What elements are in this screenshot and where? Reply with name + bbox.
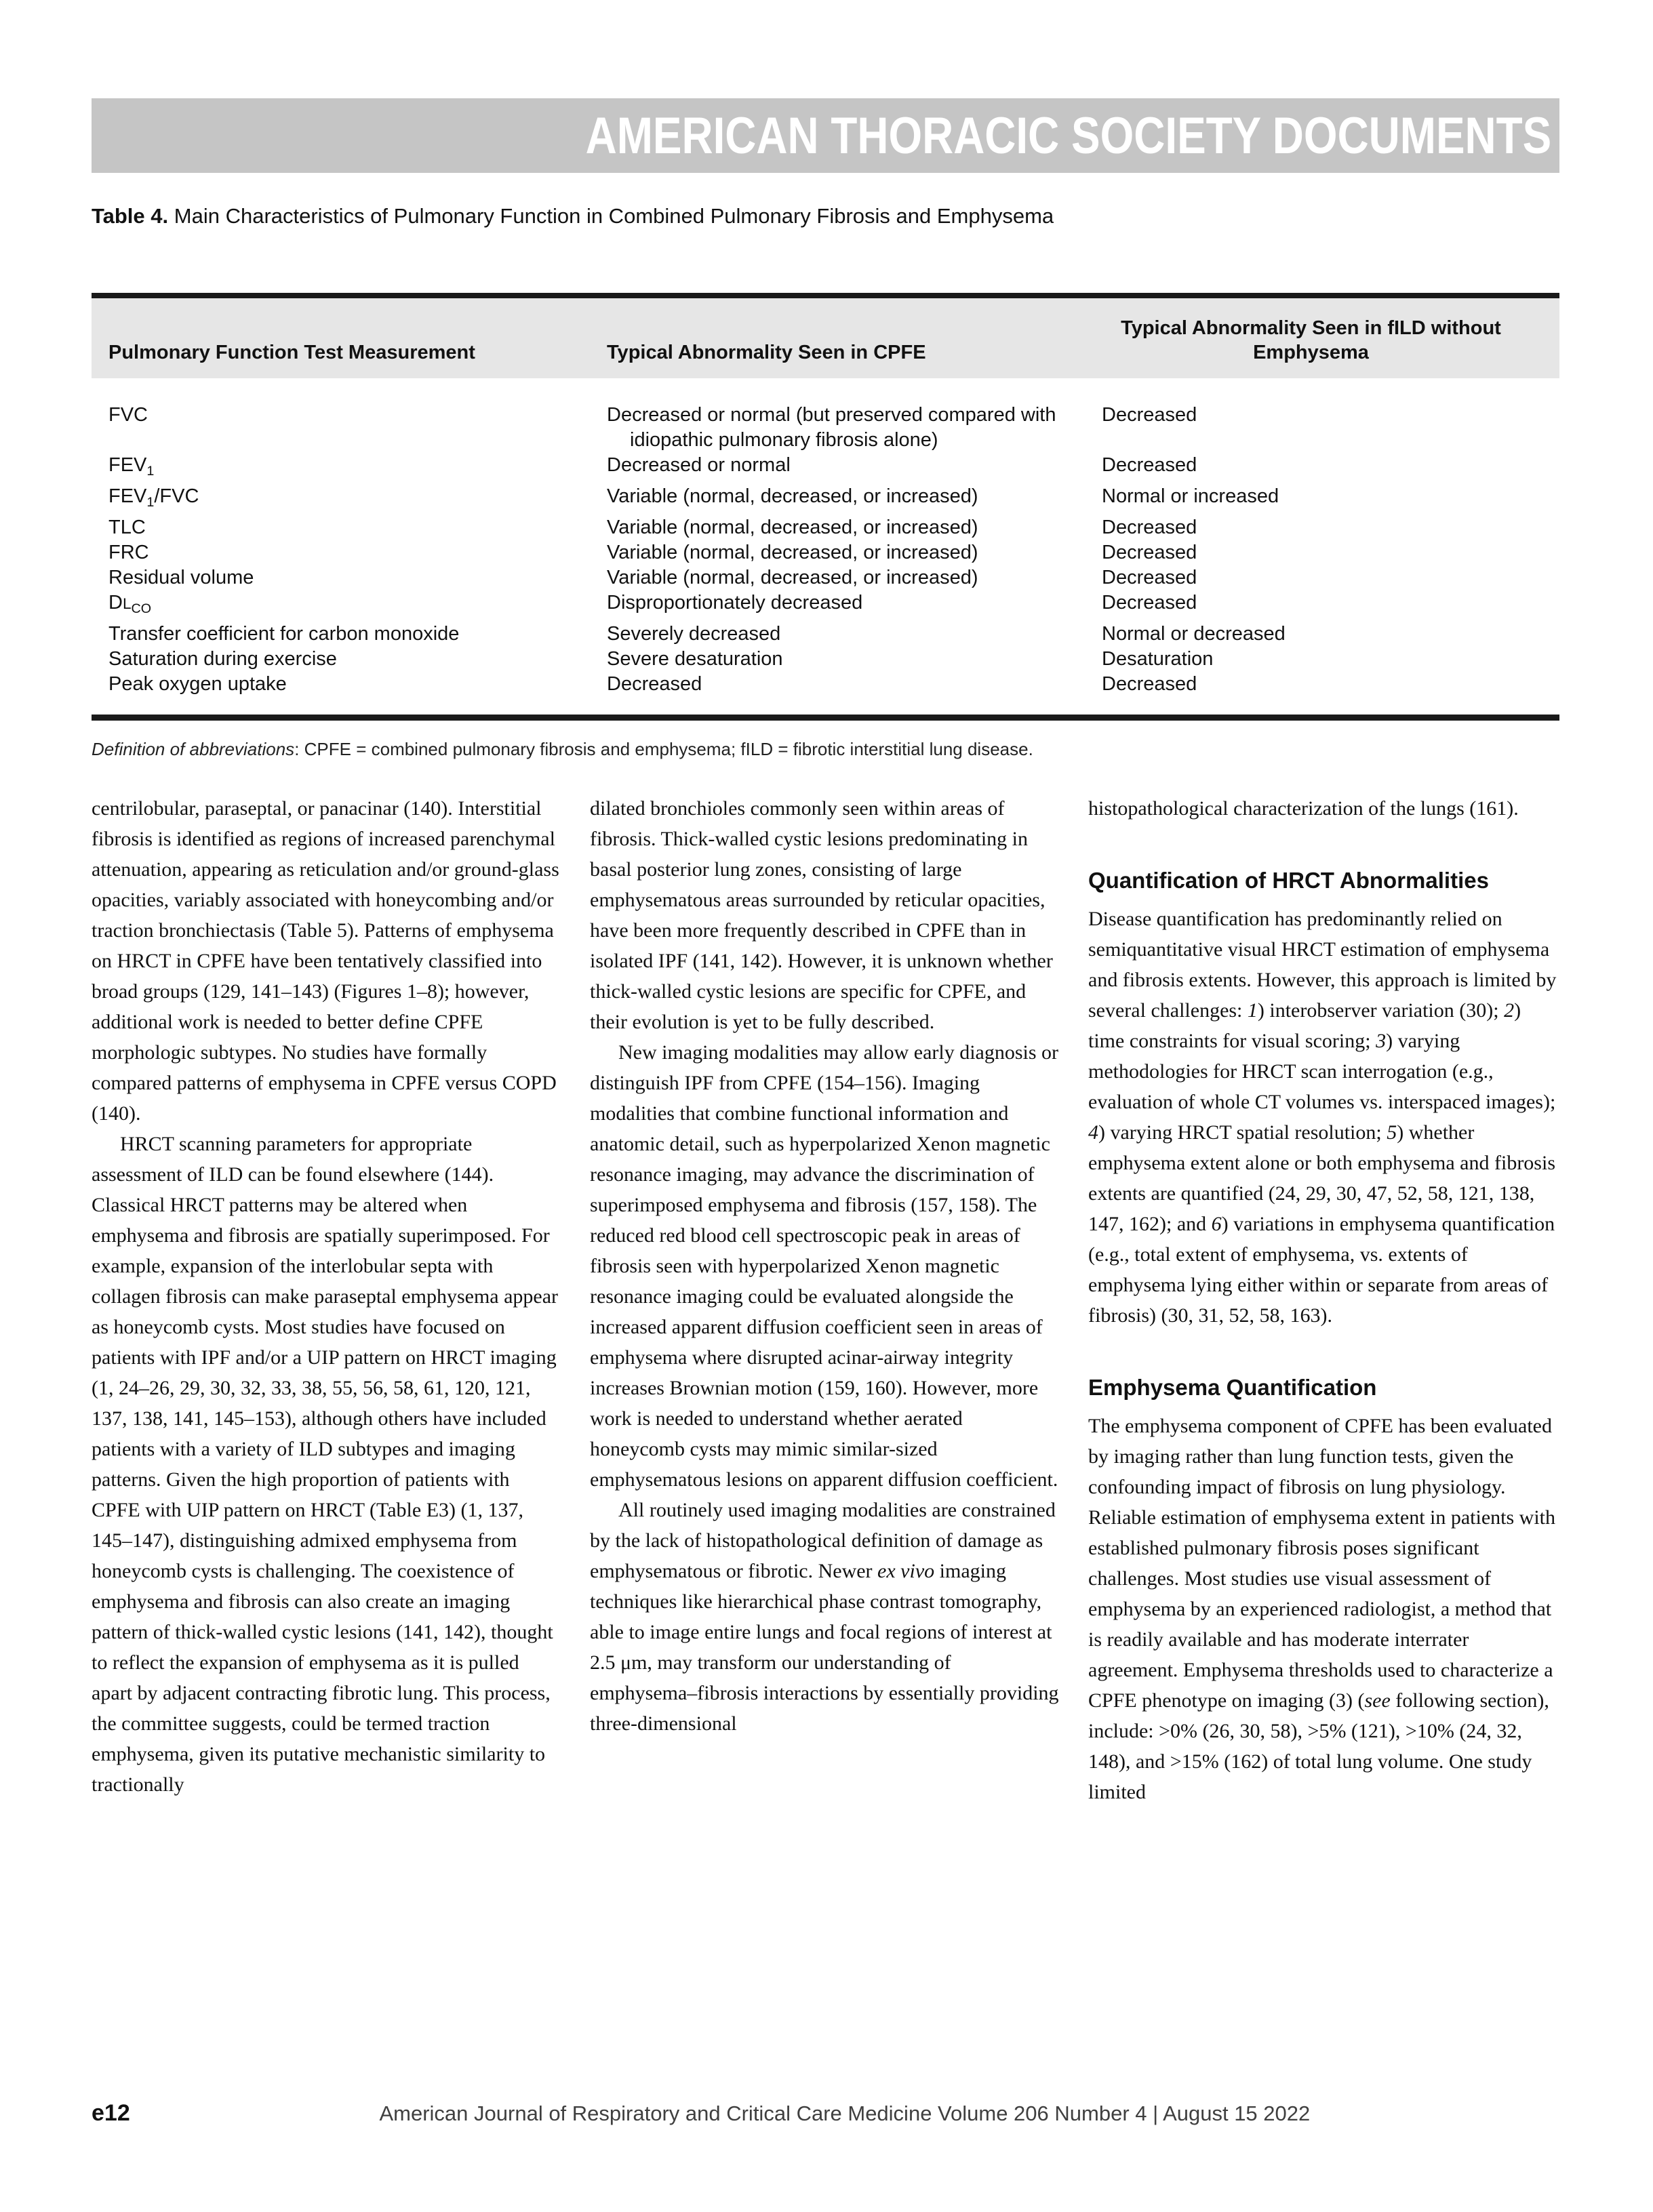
cell-fild-abnormality: Decreased: [1102, 591, 1197, 614]
cell-fild-abnormality: Decreased: [1102, 454, 1197, 476]
column-header-cpfe: Typical Abnormality Seen in CPFE: [607, 342, 926, 363]
table-row: [92, 453, 1559, 484]
body-paragraph: Disease quantification has predominantly relied on semiquantitative visual HRCT estimation of emphysema and fibrosis extents. However, this approach is limited by several challenges: 1) interobserver variation (30); 2) time constraints for visual scoring; 3) varying methodologies for HRCT scan interrogation (e.g., evaluation of whole CT volumes vs. interspaced images); 4) varying HRCT spatial resolution; 5) whether emphysema extent alone or both emphysema and fibrosis extents are quantified (24, 29, 30, 47, 52, 58, 121, 138, 147, 162); and 6) variations in emphysema quantification (e.g., total extent of emphysema, vs. extents of emphysema lying either within or separate from areas of fibrosis) (30, 31, 52, 58, 163).: [1088, 907, 1557, 1327]
cell-fild-abnormality: Normal or increased: [1102, 485, 1279, 507]
cell-cpfe-abnormality: Decreased or normal (but preserved compared with idiopathic pulmonary fibrosis alone): [607, 404, 1056, 451]
page-footer: [92, 2100, 1559, 2127]
table-row: [92, 540, 1559, 565]
section-heading: Emphysema Quantification: [1088, 1374, 1377, 1400]
table-caption: Main Characteristics of Pulmonary Function in Combined Pulmonary Fibrosis and Emphysema: [174, 204, 1054, 228]
cell-measurement: Saturation during exercise: [108, 647, 337, 670]
cell-measurement: FVC: [108, 404, 148, 426]
cell-fild-abnormality: Decreased: [1102, 541, 1197, 563]
cell-measurement: Peak oxygen uptake: [108, 672, 287, 695]
table-row: [92, 647, 1559, 672]
body-paragraph: All routinely used imaging modalities are constrained by the lack of histopathological definition of damage as emphysematous or fibrotic. Newer ex vivo imaging techniques like hierarchical phase contrast tomography, able to image entire lungs and focal regions of interest at 2.5 μm, may transform our understanding of emphysema–fibrosis interactions by essentially providing three-dimensional: [590, 1498, 1059, 1735]
cell-cpfe-abnormality: Decreased: [607, 672, 702, 695]
table-label: Table 4.: [92, 204, 169, 228]
table-header-row: [92, 298, 1559, 378]
footnote-lead: Definition of abbreviations: [92, 738, 295, 759]
body-paragraph: New imaging modalities may allow early diagnosis or distinguish IPF from CPFE (154–156). Imaging modalities that combine functional information and anatomic detail, such as hyperpolarized Xenon magnetic resonance imaging, may advance the discrimination of superimposed emphysema and fibrosis (157, 158). The reduced red blood cell spectroscopic peak in areas of fibrosis seen with hyperpolarized Xenon magnetic resonance imaging could be evaluated alongside the increased apparent diffusion coefficient seen in areas of emphysema where disrupted acinar-airway integrity increases Brownian motion (159, 160). However, more work is needed to understand whether aerated honeycomb cysts may mimic similar-sized emphysematous lesions on apparent diffusion coefficient.: [590, 1041, 1059, 1491]
cell-measurement: $FEV_1$/FVC: [108, 485, 199, 510]
table-row: [92, 565, 1559, 590]
body-paragraph: HRCT scanning parameters for appropriate assessment of ILD can be found elsewhere (144). Classical HRCT patterns may be altered when emphysema and fibrosis are spatially superimposed. For example, expansion of the interlobular septa with collagen fibrosis can make paraseptal emphysema appear as honeycomb cysts. Most studies have focused on patients with IPF and/or a UIP pattern on HRCT imaging (1, 24–26, 29, 30, 32, 33, 38, 55, 56, 58, 61, 120, 121, 137, 138, 141, 145–153), although others have included patients with a variety of ILD subtypes and imaging patterns. Given the high proportion of patients with CPFE with UIP pattern on HRCT (Table E3) (1, 137, 145–147), distinguishing admixed emphysema from honeycomb cysts is challenging. The coexistence of emphysema and fibrosis can also create an imaging pattern of thick-walled cystic lesions (141, 142), thought to reflect the expansion of emphysema as it is pulled apart by adjacent contracting fibrotic lung. This process, the committee suggests, could be termed traction emphysema, given its putative mechanistic similarity to tractionally: [92, 1132, 559, 1796]
cell-cpfe-abnormality: Variable (normal, decreased, or increased): [607, 566, 978, 588]
body-column-middle: [590, 793, 1060, 1807]
table-row: [92, 672, 1559, 697]
cell-fild-abnormality: Decreased: [1102, 672, 1197, 695]
page-content: [92, 0, 1559, 1807]
cell-cpfe-abnormality: Disproportionately decreased: [607, 591, 863, 614]
footnote-rest: : CPFE = combined pulmonary fibrosis and emphysema; fILD = fibrotic interstitial lung disease.: [294, 738, 1033, 759]
cell-measurement: FRC: [108, 541, 149, 563]
cell-measurement: Residual volume: [108, 566, 254, 588]
body-paragraph: The emphysema component of CPFE has been evaluated by imaging rather than lung function tests, given the confounding impact of fibrosis on lung physiology. Reliable estimation of emphysema extent in patients with established pulmonary fibrosis poses significant challenges. Most studies use visual assessment of emphysema by an experienced radiologist, a method that is readily available and has moderate interrater agreement. Emphysema thresholds used to characterize a CPFE phenotype on imaging (3) (see following section), include: >0% (26, 30, 58), >5% (121), >10% (24, 32, 148), and >15% (162) of total lung volume. One study limited: [1088, 1414, 1556, 1803]
cell-cpfe-abnormality: Variable (normal, decreased, or increased): [607, 485, 978, 507]
table-row: [92, 403, 1559, 453]
body-paragraph: histopathological characterization of the lungs (161).: [1088, 797, 1519, 820]
banner-title: AMERICAN THORACIC SOCIETY DOCUMENTS: [585, 106, 1552, 165]
cell-cpfe-abnormality: Decreased or normal: [607, 454, 791, 476]
section-banner: [92, 98, 1559, 173]
table-row: [92, 515, 1559, 540]
table-footnote: [92, 738, 1559, 761]
body-paragraph: dilated bronchioles commonly seen within areas of fibrosis. Thick-walled cystic lesions predominating in basal posterior lung zones, consisting of large emphysematous areas surrounded by reticular opacities, have been more frequently described in CPFE than in isolated IPF (141, 142). However, it is unknown whether thick-walled cystic lesions are specific for CPFE, and their evolution is yet to be fully described.: [590, 797, 1053, 1033]
column-header-measurement: Pulmonary Function Test Measurement: [108, 342, 475, 363]
journal-citation: American Journal of Respiratory and Critical Care Medicine Volume 206 Number 4 | August 15 2022: [379, 2102, 1311, 2125]
cell-measurement: TLC: [108, 516, 146, 538]
cell-fild-abnormality: Desaturation: [1102, 647, 1214, 670]
section-heading: Quantification of HRCT Abnormalities: [1088, 867, 1489, 893]
cell-cpfe-abnormality: Severe desaturation: [607, 647, 783, 670]
cell-fild-abnormality: Decreased: [1102, 404, 1197, 426]
cell-measurement: $FEV_1$: [108, 454, 155, 479]
table-row: [92, 622, 1559, 647]
cell-measurement: Transfer coefficient for carbon monoxide: [108, 622, 460, 645]
cell-measurement: $DL_{CO}$: [108, 591, 152, 616]
cell-cpfe-abnormality: Severely decreased: [607, 622, 781, 645]
body-column-right: [1088, 793, 1559, 1807]
cell-fild-abnormality: Normal or decreased: [1102, 622, 1286, 645]
table-title: [92, 204, 1559, 228]
table-row: [92, 484, 1559, 515]
column-header-fild: Typical Abnormality Seen in fILD without Emphysema: [1121, 317, 1501, 363]
table-row: [92, 590, 1559, 622]
page-number: e12: [92, 2100, 130, 2126]
cell-fild-abnormality: Decreased: [1102, 516, 1197, 538]
pulmonary-function-table: [92, 293, 1559, 721]
cell-fild-abnormality: Decreased: [1102, 566, 1197, 588]
cell-cpfe-abnormality: Variable (normal, decreased, or increased): [607, 516, 978, 538]
body-column-left: [92, 793, 562, 1807]
table-body: [92, 378, 1559, 721]
cell-cpfe-abnormality: Variable (normal, decreased, or increased): [607, 541, 978, 563]
body-paragraph: centrilobular, paraseptal, or panacinar (140). Interstitial fibrosis is identified as regions of increased parenchymal attenuation, appearing as reticulation and/or ground-glass opacities, variably associated with honeycombing and/or traction bronchiectasis (Table 5). Patterns of emphysema on HRCT in CPFE have been tentatively classified into broad groups (129, 141–143) (Figures 1–8); however, additional work is needed to better define CPFE morphologic subtypes. No studies have formally compared patterns of emphysema in CPFE versus COPD (140).: [92, 797, 559, 1125]
body-columns: [92, 793, 1559, 1807]
